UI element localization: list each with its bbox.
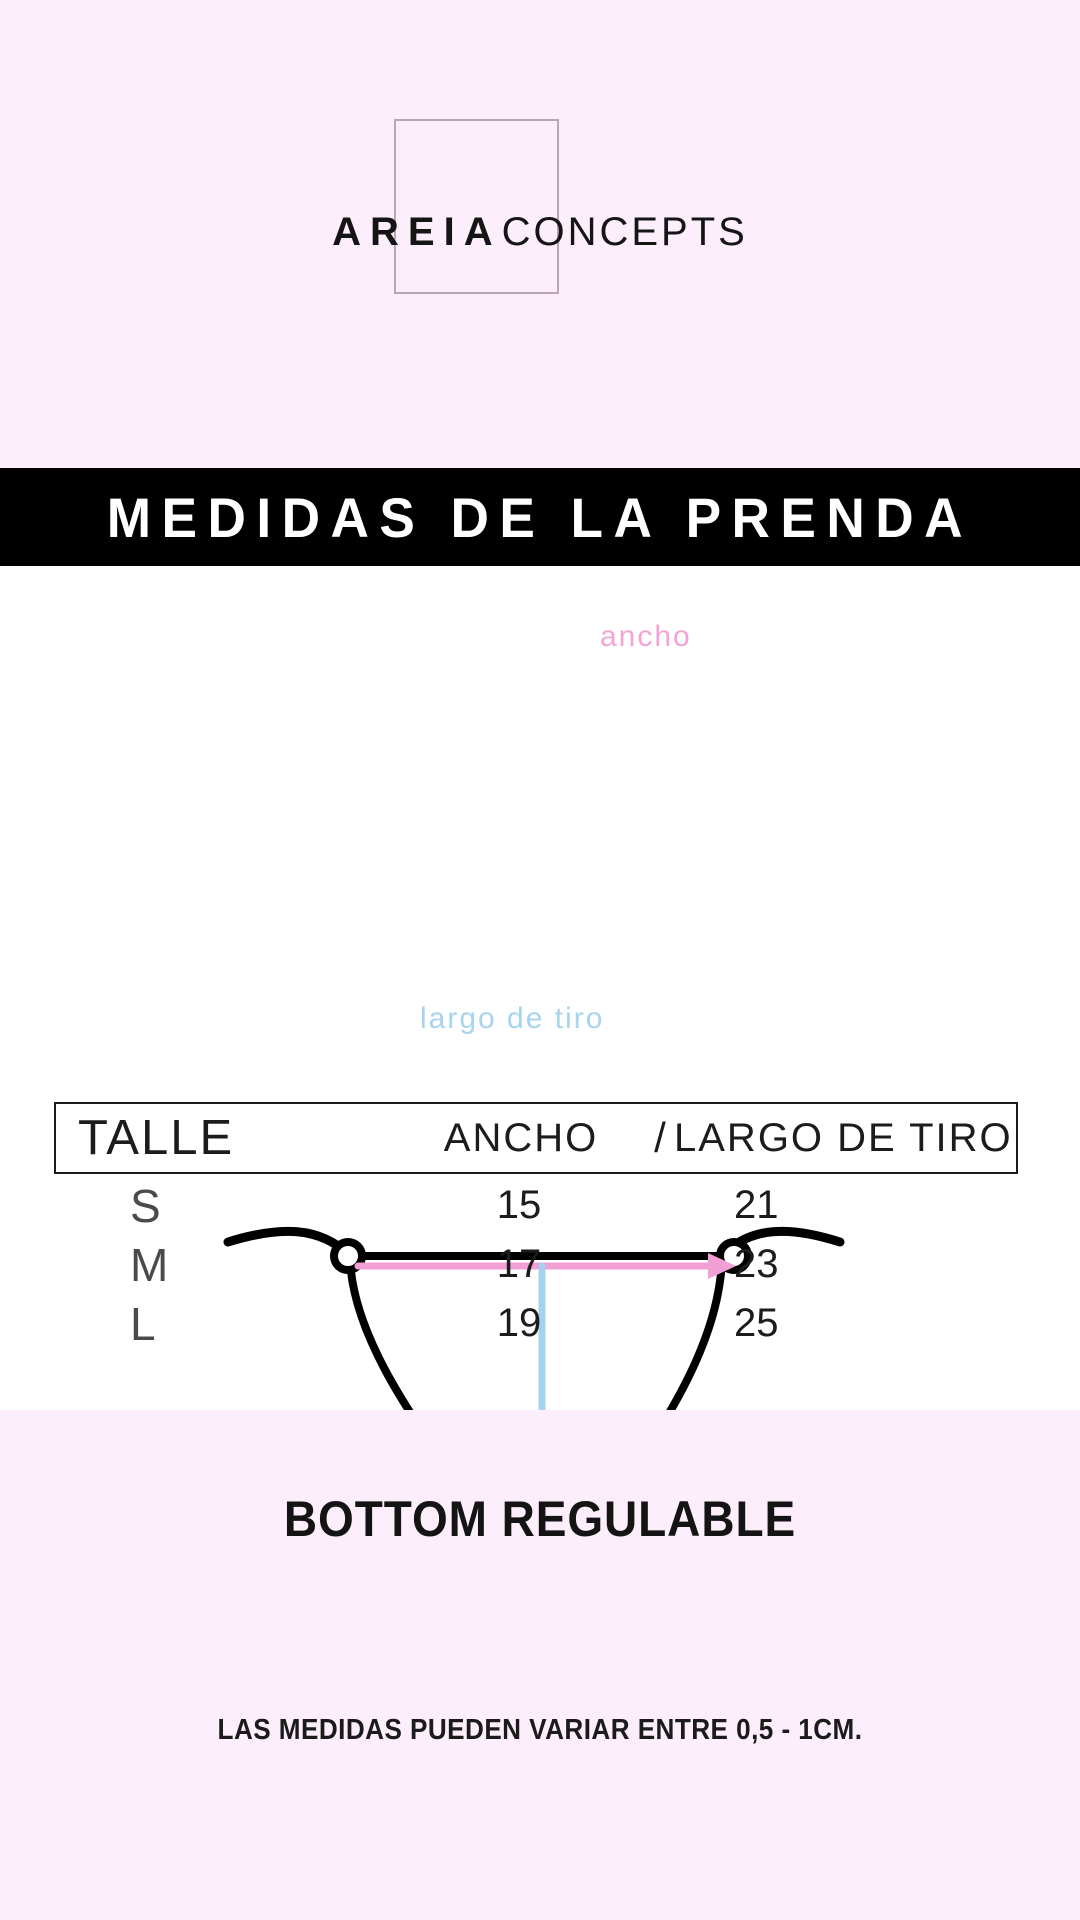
table-row bbox=[54, 1176, 1018, 1235]
cell-width: 15 bbox=[496, 1183, 542, 1227]
header-largo-de-tiro: LARGO DE TIRO bbox=[674, 1115, 1013, 1160]
footer-title: BOTTOM REGULABLE bbox=[283, 1491, 797, 1547]
size-table-header bbox=[54, 1102, 1018, 1174]
page-title: MEDIDAS DE LA PRENDA bbox=[106, 485, 974, 549]
logo-square-icon bbox=[394, 119, 559, 294]
table-row bbox=[54, 1235, 1018, 1294]
logo bbox=[230, 119, 850, 349]
cell-size: S bbox=[130, 1179, 161, 1232]
table-row bbox=[54, 1294, 1018, 1353]
logo-text-bold: AREIA bbox=[332, 209, 502, 254]
header-talle: TALLE bbox=[78, 1111, 235, 1165]
label-largo-de-tiro: largo de tiro bbox=[420, 1002, 605, 1035]
cell-rise: 25 bbox=[734, 1301, 779, 1345]
cell-width: 19 bbox=[496, 1301, 542, 1345]
label-ancho: ancho bbox=[600, 620, 692, 653]
section-title-bar bbox=[0, 468, 1080, 566]
cell-size: L bbox=[130, 1297, 156, 1350]
cell-rise: 21 bbox=[734, 1183, 779, 1227]
cell-width: 17 bbox=[496, 1242, 542, 1286]
cell-rise: 23 bbox=[734, 1242, 779, 1286]
logo-text-light: CONCEPTS bbox=[501, 209, 748, 254]
header-ancho: ANCHO bbox=[443, 1115, 599, 1160]
logo-text bbox=[332, 210, 748, 255]
header-separator: / bbox=[654, 1114, 666, 1161]
cell-size: M bbox=[130, 1238, 169, 1291]
size-table-body bbox=[54, 1176, 1018, 1353]
footer-note: LAS MEDIDAS PUEDEN VARIAR ENTRE 0,5 - 1CM. bbox=[217, 1714, 863, 1746]
brand-header bbox=[0, 0, 1080, 468]
footer-band bbox=[0, 1412, 1080, 1920]
